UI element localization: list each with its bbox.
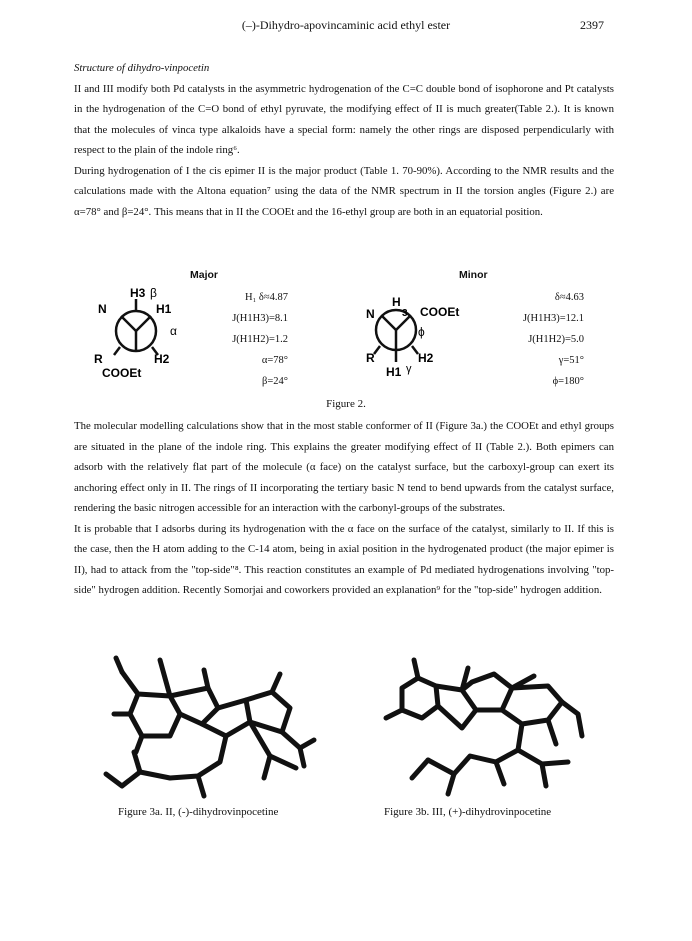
paragraph-4: It is probable that I adsorbs during its hydrogenation with the α face on the surface of the catalyst, similarly to II. If this is the case, then the H atom adding to the C-14 atom, being in axial position in the hydrogenated product (the major epimer is II), had to attack from the "top-side"⁸. This reaction constitutes an example of Pd mediated hydrogenations involving "top-side" hydrogen addition. Recently Somorjai and coworkers provided an explanation⁹ for the "top-side" hydrogen addition. xyxy=(74,522,614,596)
figure3b-molecule xyxy=(372,652,602,802)
atom-cooet: COOEt xyxy=(420,305,460,319)
minor-label: Minor xyxy=(459,269,488,281)
minor-value: δ≈4.63 xyxy=(554,292,584,303)
running-title: (–)-Dihydro-apovincaminic acid ethyl ester xyxy=(241,18,451,32)
minor-value: γ=51° xyxy=(558,355,584,366)
angle-alpha: α xyxy=(170,324,177,338)
section-title: Structure of dihydro-vinpocetin xyxy=(74,62,210,74)
major-value: α=78° xyxy=(261,355,288,366)
paragraph-2: During hydrogenation of I the cis epimer II is the major product (Table 1. 70-90%). According to the NMR results and the calculations made with the Altona equation⁷ using the data of the NMR spectrum in II the torsion angles (Figure 2.) are α=78° and β=24°. This means that in II the COOEt and the 16-ethyl group are both in an equatorial position. xyxy=(74,164,614,218)
angle-beta: β xyxy=(150,286,157,300)
major-label: Major xyxy=(190,269,219,281)
minor-values xyxy=(500,287,584,392)
figure3b-caption: Figure 3b. III, (+)-dihydrovinpocetine xyxy=(384,806,552,818)
atom-h1: H1 xyxy=(386,365,402,379)
body-lower xyxy=(74,416,614,601)
major-value: J(H1H2)=1.2 xyxy=(232,334,288,345)
figure3a-caption: Figure 3a. II, (-)-dihydrovinpocetine xyxy=(118,806,279,818)
body-upper xyxy=(74,58,614,222)
major-values xyxy=(228,287,288,392)
page-number: 2397 xyxy=(580,18,604,32)
paragraph-1: II and III modify both Pd catalysts in the asymmetric hydrogenation of the C=C double bond of isophorone and Pt catalysts in the hydrogenation of the C=O bond of ethyl pyruvate, the modifying effect of II is much greater(Table 2.). It is known that the molecules of vinca type alkaloids have a special form: namely the other rings are disposed perpendicularly with respect to the plain of the indole ring⁶. xyxy=(74,82,614,156)
paragraph-3: The molecular modelling calculations show that in the most stable conformer of II (Figure 3a.) the COOEt and ethyl groups are situated in the plane of the indole ring. This explains the greater modifying effect of II (Table 2.). Both epimers can adsorb with the relatively flat part of the molecule (α face) on the catalyst surface, but the carboxyl-group can exert its anchoring effect only in II. The rings of II incorporating the tertiary basic N tend to bend upwards from the catalyst surface, rendering the basic nitrogen accessible for an interaction with the carbonyl-groups of the substrates. xyxy=(74,420,614,514)
atom-h3: H3 xyxy=(130,286,146,300)
atom-r: R xyxy=(94,352,103,366)
atom-h3: 3 xyxy=(402,308,408,319)
atom-r: R xyxy=(366,351,375,365)
minor-value: J(H1H3)=12.1 xyxy=(522,313,584,324)
major-newman-projection xyxy=(90,285,210,385)
major-value: J(H1H3)=8.1 xyxy=(232,313,288,324)
minor-newman-projection xyxy=(362,288,482,388)
angle-gamma: γ xyxy=(406,363,412,375)
minor-value: ϕ=180° xyxy=(552,376,584,387)
atom-h2: H2 xyxy=(418,351,434,365)
atom-n: N xyxy=(366,307,375,321)
figure2-caption: Figure 2. xyxy=(326,398,366,410)
atom-n: N xyxy=(98,302,107,316)
atom-h2: H2 xyxy=(154,352,170,366)
major-value: β=24° xyxy=(262,376,288,387)
major-value: H₁ δ≈4.87 xyxy=(245,292,288,303)
figure3a-molecule xyxy=(100,652,330,802)
atom-h1: H1 xyxy=(156,302,172,316)
minor-value: J(H1H2)=5.0 xyxy=(528,334,584,345)
atom-cooet: COOEt xyxy=(102,366,142,380)
angle-phi: ϕ xyxy=(418,325,425,339)
atom-h: H xyxy=(392,295,401,309)
